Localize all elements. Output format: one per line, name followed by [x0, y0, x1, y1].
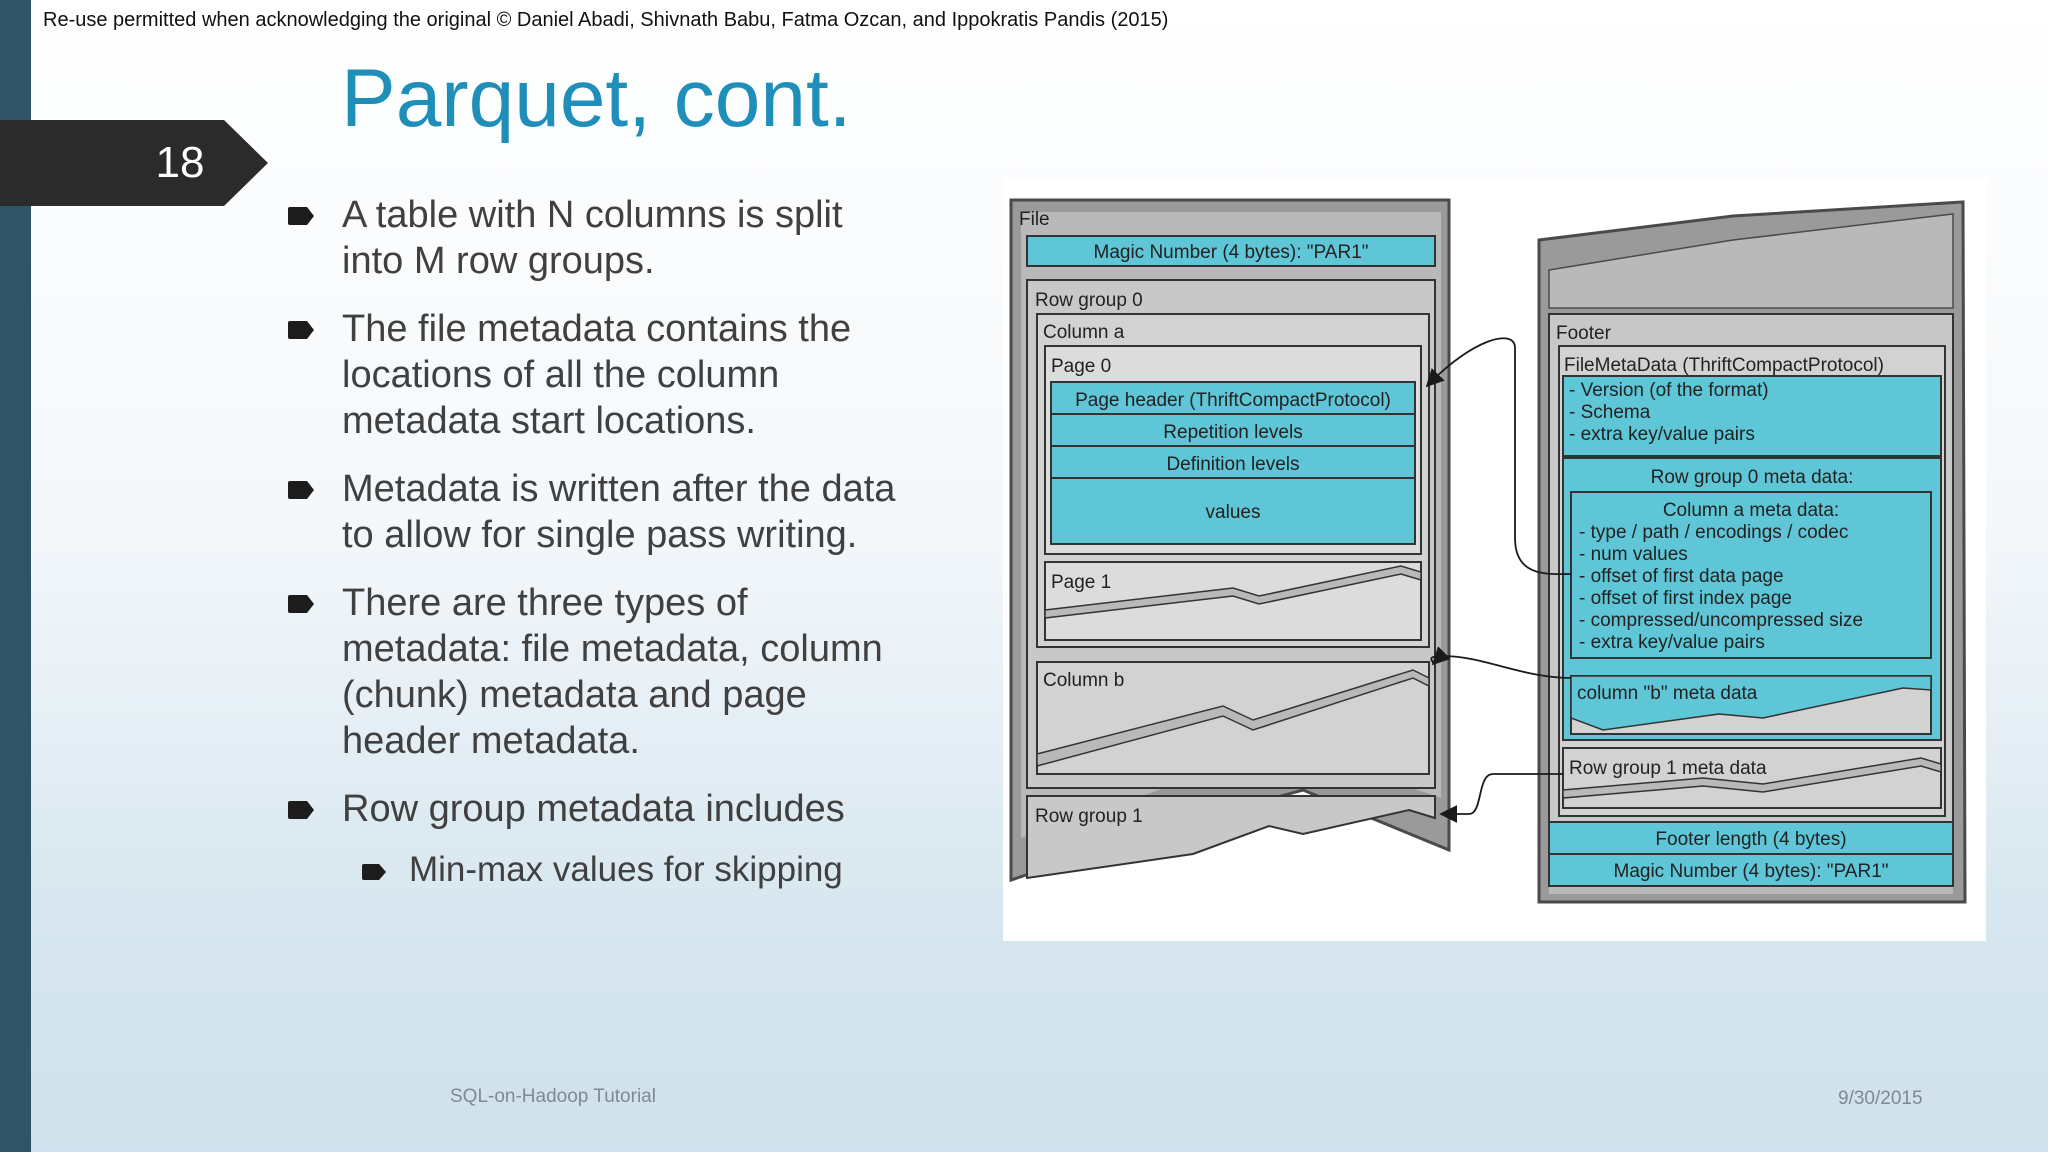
arrow-bullet-icon [288, 799, 316, 821]
slide-number-tab [0, 120, 268, 206]
column-a-meta-field: - offset of first data page [1579, 566, 1784, 587]
sub-bullet-item [285, 848, 905, 892]
bullet-text: There are three types of metadata: file metadata, column (chunk) metadata and page header metadata. [342, 582, 883, 762]
bullet-text: Metadata is written after the data to allow for single pass writing. [342, 468, 896, 556]
column-b-meta-label: column "b" meta data [1577, 683, 1758, 704]
footer-label: Footer [1556, 323, 1611, 344]
arrow-bullet-icon [288, 319, 316, 341]
bullet-item [285, 306, 905, 444]
arrow-bullet-icon [288, 593, 316, 615]
row-group-0-meta-label: Row group 0 meta data: [1650, 467, 1854, 488]
bullet-item [285, 786, 905, 832]
column-a-meta-field: - offset of first index page [1579, 588, 1792, 609]
page-1-label: Page 1 [1051, 572, 1112, 593]
bullet-text: Row group metadata includes [342, 788, 845, 830]
column-a-label: Column a [1043, 322, 1125, 343]
page-0-label: Page 0 [1051, 356, 1112, 377]
column-a-meta-field: - extra key/value pairs [1579, 632, 1765, 653]
column-a-meta-field: - compressed/uncompressed size [1579, 610, 1864, 631]
row-group-1-label: Row group 1 [1035, 806, 1143, 827]
bullet-text: The file metadata contains the locations of all the column metadata start locations. [342, 308, 852, 442]
column-a-meta-label: Column a meta data: [1662, 500, 1840, 521]
slide-title: Parquet, cont. [341, 53, 852, 144]
magic-number-top-label: Magic Number (4 bytes): "PAR1" [1093, 242, 1369, 263]
arrow-bullet-icon [288, 479, 316, 501]
footer-date: 9/30/2015 [1838, 1088, 1923, 1109]
footer-length-label: Footer length (4 bytes) [1655, 829, 1847, 850]
values-label: values [1205, 502, 1261, 523]
parquet-file-format-diagram [1003, 178, 1986, 941]
sub-bullet-text: Min-max values for skipping [409, 850, 843, 889]
row-group-1-meta-label: Row group 1 meta data [1569, 758, 1767, 779]
row-group-0-label: Row group 0 [1035, 290, 1143, 311]
slide-number: 18 [155, 138, 205, 187]
repetition-levels-label: Repetition levels [1163, 422, 1303, 443]
footer-tutorial-name: SQL-on-Hadoop Tutorial [450, 1086, 656, 1107]
file-label: File [1019, 209, 1050, 230]
file-meta-data-label: FileMetaData (ThriftCompactProtocol) [1564, 355, 1884, 376]
slide-tab-shape [0, 120, 268, 206]
version-field: - Version (of the format) [1569, 380, 1769, 401]
column-a-meta-field: - type / path / encodings / codec [1579, 522, 1849, 543]
page-header-label: Page header (ThriftCompactProtocol) [1075, 390, 1391, 411]
bullet-item [285, 580, 905, 764]
bullet-item [285, 192, 905, 284]
copyright-notice: Re-use permitted when acknowledging the original © Daniel Abadi, Shivnath Babu, Fatma Ozcan, and Ippokratis Pandis (2015) [43, 9, 1169, 31]
column-b-label: Column b [1043, 670, 1125, 691]
column-a-meta-field: - num values [1579, 544, 1688, 565]
definition-levels-label: Definition levels [1166, 454, 1300, 475]
arrow-bullet-icon [362, 862, 388, 882]
bullet-list [285, 192, 905, 914]
bullet-text: A table with N columns is split into M row groups. [342, 194, 843, 282]
arrow-bullet-icon [288, 205, 316, 227]
extra-kv-field: - extra key/value pairs [1569, 424, 1755, 445]
magic-number-bottom-label: Magic Number (4 bytes): "PAR1" [1613, 861, 1889, 882]
schema-field: - Schema [1569, 402, 1651, 423]
bullet-item [285, 466, 905, 558]
